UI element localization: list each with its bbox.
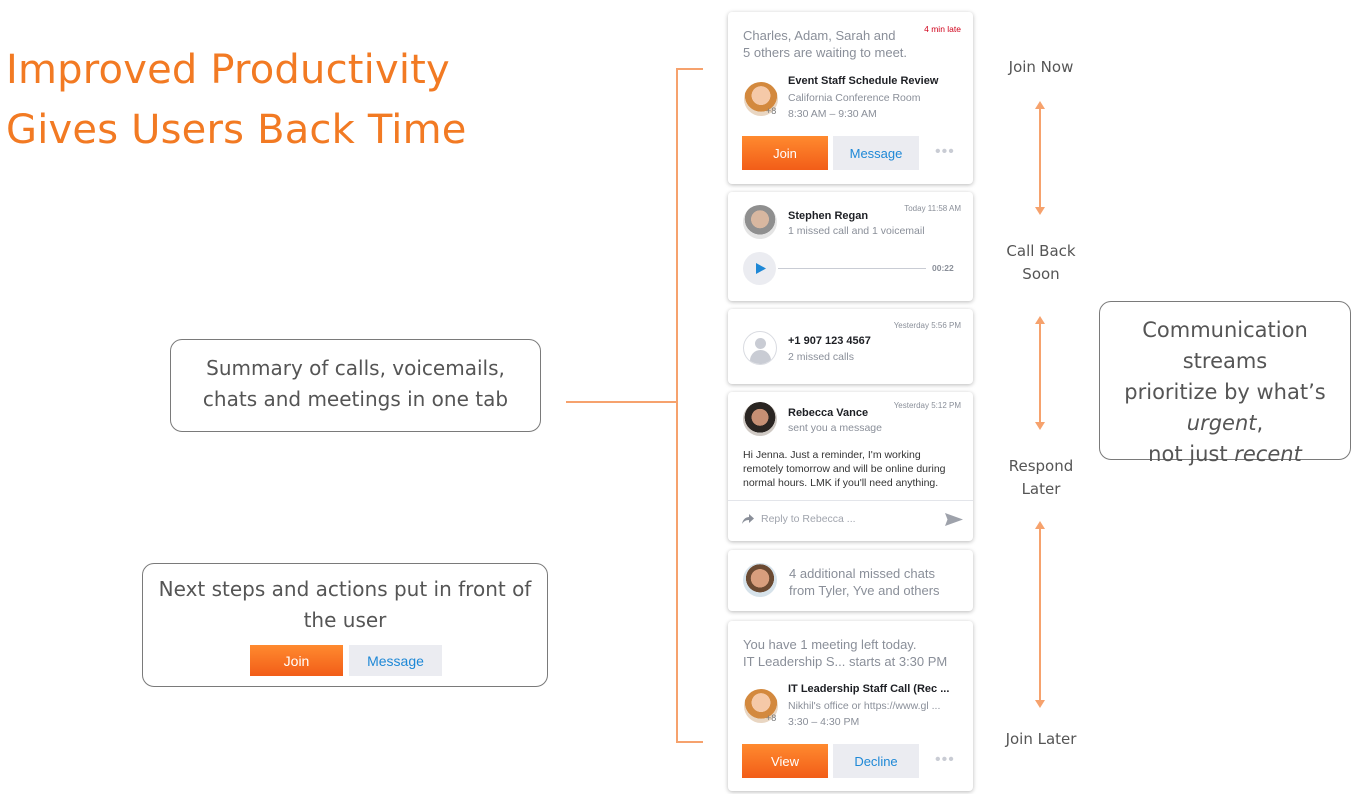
double-arrow-icon [1035, 316, 1045, 430]
chat-line-3: normal hours. LMK if you'll need anything. [743, 477, 939, 489]
bracket-top [676, 68, 703, 70]
upcoming-line-1: You have 1 meeting left today. [743, 637, 917, 652]
label-call-back-line-1: Call Back [1006, 242, 1076, 260]
label-call-back-line-2: Soon [1022, 265, 1060, 283]
timestamp: Today 11:58 AM [904, 204, 961, 213]
streams-callout [1099, 301, 1351, 466]
double-arrow-icon [1035, 101, 1045, 215]
chat-card[interactable] [728, 392, 973, 541]
voicemail-duration: 00:22 [932, 263, 954, 273]
streams-line-2: prioritize by what’s [1124, 380, 1326, 404]
bracket-vertical [676, 68, 678, 743]
divider [728, 500, 973, 501]
missed-call-card[interactable] [728, 309, 973, 384]
meeting-time: 3:30 – 4:30 PM [788, 716, 860, 728]
more-options-icon[interactable]: ••• [935, 143, 955, 160]
meeting-location: California Conference Room [788, 92, 921, 104]
waiting-text-1: Charles, Adam, Sarah and [743, 28, 896, 43]
next-steps-line-1: Next steps and actions put in front of [158, 577, 532, 601]
label-respond-later [996, 455, 1086, 501]
urgent-comma: , [1256, 411, 1264, 435]
label-respond-line-1: Respond [1008, 457, 1074, 475]
example-join-button[interactable]: Join [250, 645, 343, 676]
next-steps-callout [142, 563, 548, 687]
late-badge: 4 min late [924, 24, 961, 34]
example-buttons [250, 645, 442, 676]
urgent-word: urgent [1186, 411, 1257, 435]
attendee-count-badge: +8 [766, 713, 777, 723]
summary-connector [566, 401, 678, 403]
phone-number: +1 907 123 4567 [788, 335, 871, 347]
timestamp: Yesterday 5:12 PM [893, 401, 961, 410]
summary-callout [170, 339, 541, 432]
sender-name: Rebecca Vance [788, 407, 869, 419]
streams-line-1: Communication streams [1142, 318, 1308, 373]
more-options-icon[interactable]: ••• [935, 751, 955, 768]
message-button[interactable]: Message [833, 136, 919, 170]
not-just-text: not just [1148, 442, 1235, 466]
missed-chats-line-2: from Tyler, Yve and others [789, 583, 940, 598]
summary-line-2: chats and meetings in one tab [202, 387, 509, 411]
timestamp: Yesterday 5:56 PM [893, 321, 961, 330]
reply-input[interactable]: Reply to Rebecca ... [761, 513, 856, 525]
missed-chats-card[interactable] [728, 550, 973, 611]
meeting-time: 8:30 AM – 9:30 AM [788, 108, 877, 120]
view-button[interactable]: View [742, 744, 828, 778]
summary-line-1: Summary of calls, voicemails, [206, 356, 505, 380]
join-button[interactable]: Join [742, 136, 828, 170]
label-respond-line-2: Later [1021, 480, 1061, 498]
title-line-2: Gives Users Back Time [6, 107, 467, 153]
caller-name: Stephen Regan [788, 210, 869, 222]
avatar [743, 563, 777, 597]
label-call-back [996, 240, 1086, 286]
chat-line-1: Hi Jenna. Just a reminder, I'm working [743, 449, 921, 461]
voicemail-card[interactable] [728, 192, 973, 301]
streams-line-3 [1100, 408, 1350, 439]
example-message-button[interactable]: Message [349, 645, 442, 676]
next-steps-line-2: the user [303, 608, 387, 632]
avatar [743, 402, 777, 436]
meeting-title: IT Leadership Staff Call (Rec ... [788, 683, 950, 695]
voicemail-progress-track[interactable] [778, 268, 926, 269]
call-summary: 1 missed call and 1 voicemail [788, 225, 925, 237]
label-join-now: Join Now [1008, 58, 1074, 76]
meeting-location: Nikhil's office or https://www.gl ... [788, 700, 941, 712]
play-button[interactable] [743, 252, 776, 285]
play-icon [743, 252, 776, 285]
upcoming-line-2: IT Leadership S... starts at 3:30 PM [743, 654, 948, 669]
attendee-count-badge: +8 [766, 106, 777, 116]
chat-message-body [743, 448, 946, 490]
decline-button[interactable]: Decline [833, 744, 919, 778]
title-line-1: Improved Productivity [6, 47, 450, 93]
streams-line-4 [1100, 439, 1350, 470]
page-title [6, 40, 467, 160]
label-join-later: Join Later [1005, 730, 1077, 748]
recent-word: recent [1234, 442, 1302, 466]
send-icon[interactable] [945, 513, 963, 526]
chat-subtitle: sent you a message [788, 422, 882, 434]
meeting-title: Event Staff Schedule Review [788, 75, 939, 87]
bracket-bottom [676, 741, 703, 743]
waiting-text-2: 5 others are waiting to meet. [743, 45, 908, 60]
meeting-now-card[interactable] [728, 12, 973, 184]
double-arrow-icon [1035, 521, 1045, 708]
upcoming-meeting-card[interactable] [728, 621, 973, 791]
chat-line-2: remotely tomorrow and will be online during [743, 463, 946, 475]
reply-icon [742, 514, 754, 524]
missed-calls-summary: 2 missed calls [788, 351, 854, 363]
avatar [743, 205, 777, 239]
contact-placeholder-icon [743, 331, 777, 365]
missed-chats-line-1: 4 additional missed chats [789, 566, 935, 581]
